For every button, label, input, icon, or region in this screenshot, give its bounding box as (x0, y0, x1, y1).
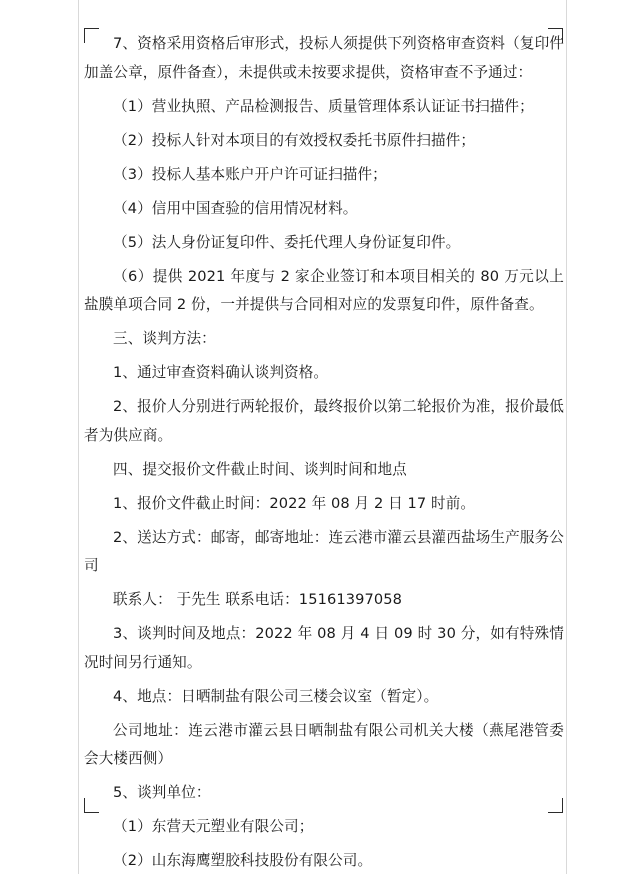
paragraph-negotiation-unit-1: （1）东营天元塑业有限公司； (113, 818, 314, 835)
heading-section-four: 四、提交报价文件截止时间、谈判时间和地点 (113, 460, 407, 478)
paragraph-qualification-item-6: （6）提供 2021 年度与 2 家企业签订和本项目相关的 80 万元以上盐膜单项合同 2 份，一并提供与合同相对应的发票复印件，原件备查。 (84, 267, 564, 313)
page-right-edge (566, 0, 567, 874)
paragraph-delivery-method: 2、送达方式：邮寄，邮寄地址：连云港市灌云县灌西盐场生产服务公司 (84, 528, 564, 574)
paragraph-qualification-item-4: （4）信用中国查验的信用情况材料。 (113, 199, 358, 217)
paragraph-qualification-requirements: 7、资格采用资格后审形式，投标人须提供下列资格审查资料（复印件加盖公章，原件备查），未提供或未按要求提供，资格审查不予通过： (84, 35, 564, 81)
paragraph-qualification-item-2: （2）投标人针对本项目的有效授权委托书原件扫描件； (113, 131, 476, 149)
paragraph-negotiation-location: 4、地点：日晒制盐有限公司三楼会议室（暂定）。 (113, 687, 439, 705)
paragraph-negotiation-unit-2: （2）山东海鹰塑胶科技股份有限公司。 (113, 852, 373, 869)
paragraph-contact-info: 联系人： 于先生 联系电话：15161397058 (113, 591, 403, 608)
paragraph-company-address: 公司地址：连云港市灌云县日晒制盐有限公司机关大楼（燕尾港管委会大楼西侧） (84, 721, 564, 767)
paragraph-qualification-item-5: （5）法人身份证复印件、委托代理人身份证复印件。 (113, 233, 461, 251)
paragraph-section-three-item-2: 2、报价人分别进行两轮报价，最终报价以第二轮报价为准，报价最低者为供应商。 (84, 398, 564, 444)
paragraph-qualification-item-3: （3）投标人基本账户开户许可证扫描件； (113, 165, 387, 183)
page-left-edge (78, 0, 79, 874)
heading-section-three: 三、谈判方法： (113, 330, 216, 347)
paragraph-negotiation-time: 3、谈判时间及地点：2022 年 08 月 4 日 09 时 30 分，如有特殊情况时间另行通知。 (84, 625, 564, 671)
paragraph-negotiation-units-heading: 5、谈判单位： (113, 784, 211, 801)
paragraph-section-three-item-1: 1、通过审查资料确认谈判资格。 (113, 364, 329, 381)
paragraph-deadline: 1、报价文件截止时间：2022 年 08 月 2 日 17 时前。 (113, 494, 476, 512)
paragraph-qualification-item-1: （1）营业执照、产品检测报告、质量管理体系认证证书扫描件； (113, 97, 534, 115)
document-text-body (84, 30, 564, 869)
